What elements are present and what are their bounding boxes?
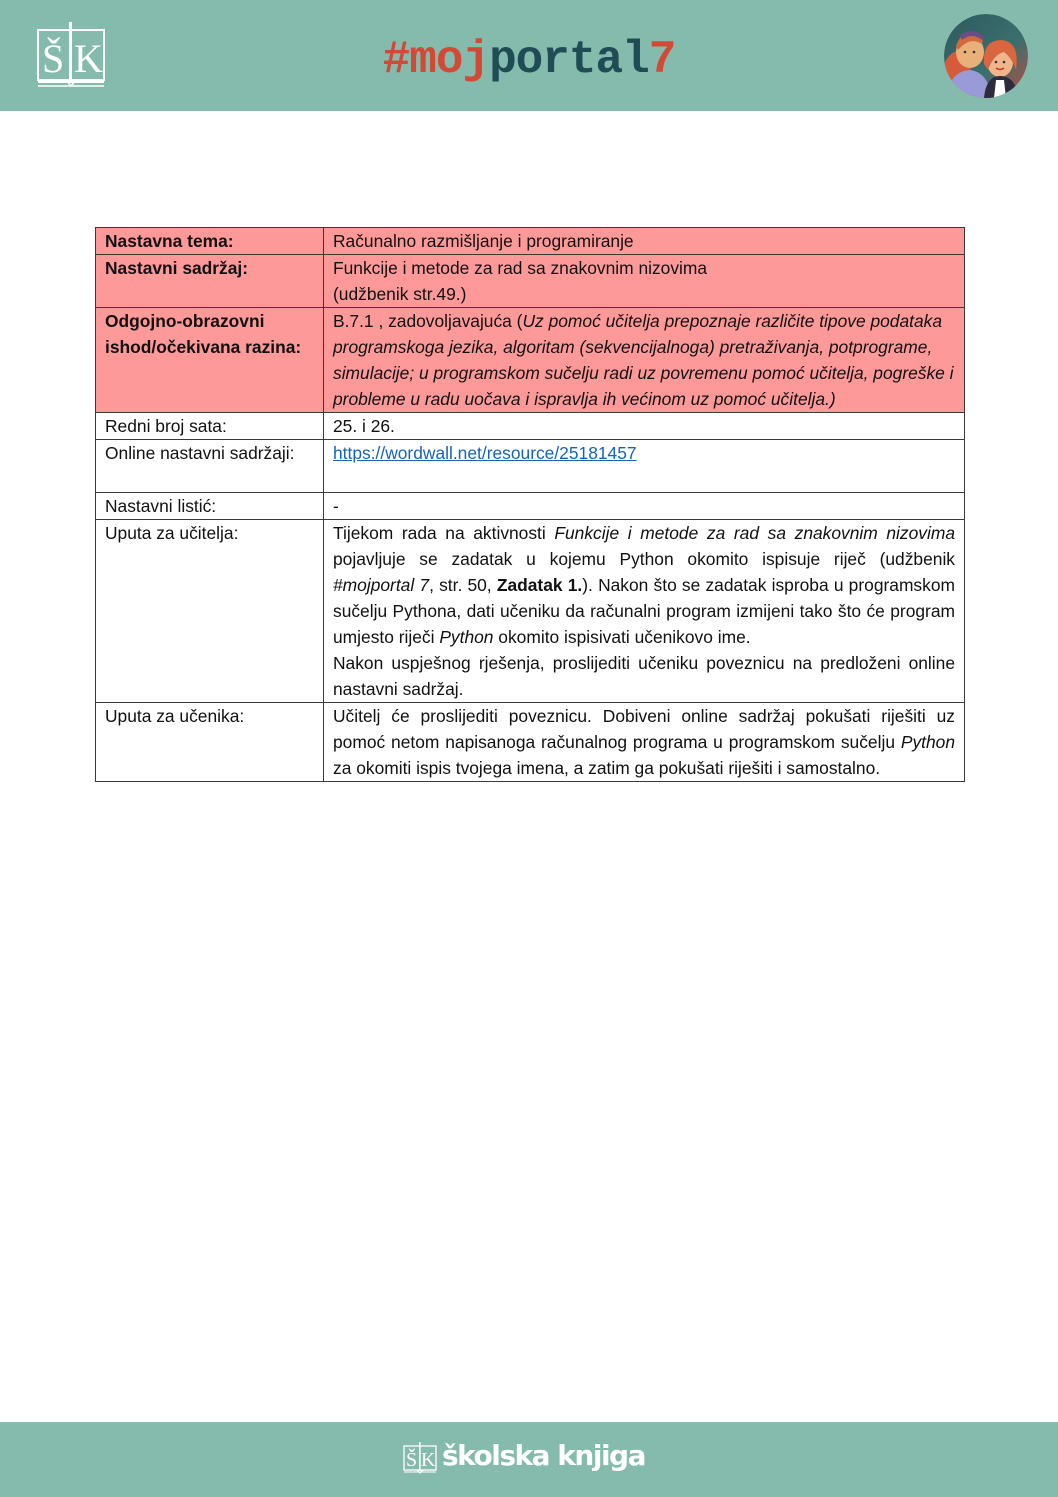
sk-logo-icon: [403, 1441, 437, 1475]
table-row: [96, 255, 965, 308]
row-value: -: [324, 493, 965, 520]
brand-title: [0, 34, 1058, 86]
teacher-instruction-paragraph: [333, 520, 955, 650]
activity-name: Funkcije i metode za rad sa znakovnim nizovima: [554, 523, 956, 543]
row-value: [324, 520, 965, 703]
row-value: [324, 308, 965, 413]
table-row: [96, 308, 965, 413]
content-line: Funkcije i metode za rad sa znakovnim nizovima: [333, 258, 708, 278]
text: , str. 50,: [429, 575, 497, 595]
brand-part-7: 7: [648, 34, 676, 86]
text: Učitelj će proslijediti poveznicu. Dobiveni online sadržaj pokušati riješiti uz pomoć netom napisanoga računalnog programa u programskom sučelju: [333, 706, 955, 752]
page-header: [0, 0, 1058, 111]
svg-text:K: K: [421, 1449, 436, 1471]
row-value: [324, 703, 965, 782]
row-label-text: Online nastavni sadržaji:: [105, 443, 295, 463]
row-label: Nastavni listić:: [96, 493, 324, 520]
table-row: [96, 440, 965, 493]
svg-text:Š: Š: [406, 1449, 418, 1471]
language-name: Python: [900, 732, 955, 752]
textbook-name: #mojportal 7: [333, 575, 430, 595]
row-label: [96, 440, 324, 493]
outcome-code: B.7.1 , zadovoljavajuća (: [333, 311, 523, 331]
table-row: [96, 228, 965, 255]
row-label: Nastavni sadržaj:: [96, 255, 324, 308]
row-label: Uputa za učenika:: [96, 703, 324, 782]
task-reference: Zadatak 1.: [496, 575, 583, 595]
lesson-plan-table: [95, 227, 965, 782]
row-label: Redni broj sata:: [96, 413, 324, 440]
table-row: [96, 413, 965, 440]
footer-brand: školska knjiga: [442, 1439, 645, 1472]
row-label: Nastavna tema:: [96, 228, 324, 255]
svg-text:Š: Š: [42, 36, 65, 81]
table-row: [96, 703, 965, 782]
wordwall-link[interactable]: https://wordwall.net/resource/25181457: [333, 443, 637, 463]
text: za okomiti ispis tvojega imena, a zatim ga pokušati riješiti i samostalno.: [333, 758, 881, 778]
table-row: [96, 520, 965, 703]
brand-part-moj: #moj: [382, 34, 490, 86]
teacher-instruction-paragraph: Nakon uspješnog rješenja, proslijediti učeniku poveznicu na predloženi online nastavni sadržaj.: [333, 653, 955, 699]
outcome-description: Uz pomoć učitelja prepoznaje različite tipove podataka programskoga jezika, algoritam (sekvencijalnoga) pretraživanja, potprograme, simulacije; u programskom sučelju radi uz povremenu pomoć učitelja, pogreške i probleme u radu uočava i ispravlja ih većinom uz pomoć učitelja.): [333, 311, 954, 409]
row-label: Odgojno-obrazovni ishod/očekivana razina:: [96, 308, 324, 413]
row-value: 25. i 26.: [324, 413, 965, 440]
row-value: Računalno razmišljanje i programiranje: [324, 228, 965, 255]
page-footer: [0, 1422, 1058, 1497]
row-value: [324, 440, 965, 493]
text: ). Nakon što se zadatak isproba u programskom sučelju Pythona, dati učeniku da računalni program izmijeni tako što će program umjesto riječi: [333, 575, 955, 647]
text: Tijekom rada na aktivnosti: [333, 523, 555, 543]
row-value: [324, 255, 965, 308]
textbook-reference: (udžbenik str.49.): [333, 284, 467, 304]
table-row: [96, 493, 965, 520]
svg-text:K: K: [74, 36, 103, 81]
text: okomito ispisivati učenikovo ime.: [493, 627, 751, 647]
row-label: Uputa za učitelja:: [96, 520, 324, 703]
brand-part-portal: portal: [489, 34, 649, 86]
language-name: Python: [439, 627, 494, 647]
students-illustration-icon: [944, 14, 1028, 98]
text: pojavljuje se zadatak u kojemu Python okomito ispisuje riječ (udžbenik: [333, 549, 955, 569]
